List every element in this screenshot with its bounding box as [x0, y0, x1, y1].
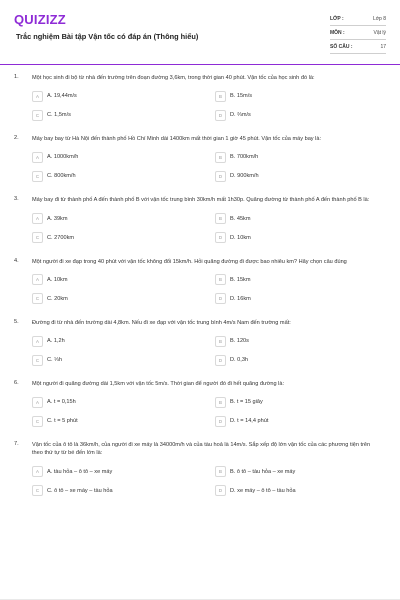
- option-text: C. 1,5m/s: [47, 112, 71, 119]
- option-letter-box[interactable]: A: [32, 466, 43, 477]
- meta-label: SỐ CÂU :: [330, 43, 353, 50]
- answer-option-c[interactable]: [32, 231, 215, 245]
- option-letter-box[interactable]: C: [32, 485, 43, 496]
- answer-option-a[interactable]: [32, 334, 215, 348]
- document-title: Trắc nghiệm Bài tập Vận tốc có đáp án (Thông hiểu): [16, 32, 199, 41]
- option-letter-box[interactable]: B: [215, 152, 226, 163]
- question-number: 3.: [14, 196, 19, 203]
- option-text: B. 15km: [230, 276, 251, 283]
- option-letter-box[interactable]: B: [215, 213, 226, 224]
- option-letter-box[interactable]: B: [215, 397, 226, 408]
- answer-option-b[interactable]: [215, 89, 398, 103]
- meta-label: LỚP :: [330, 15, 344, 22]
- option-text: A. 19,44m/s: [47, 93, 77, 100]
- answer-options: [32, 212, 382, 245]
- option-letter-box[interactable]: D: [215, 232, 226, 243]
- option-text: D. t = 14,4 phút: [230, 418, 269, 425]
- question-number: 5.: [14, 318, 19, 325]
- option-text: C. t = 5 phút: [47, 418, 78, 425]
- option-text: B. 700km/h: [230, 154, 259, 161]
- answer-options: [32, 395, 382, 428]
- question-5: [0, 319, 400, 367]
- answer-option-c[interactable]: [32, 353, 215, 367]
- answer-options: [32, 89, 382, 122]
- question-text: Đường đi từ nhà đến trường dài 4,8km. Nếu đi xe đạp với vận tốc trung bình 4m/s Nam đến trường mất:: [32, 319, 291, 326]
- option-text: B. 15m/s: [230, 93, 253, 100]
- option-text: D. 16km: [230, 295, 251, 302]
- question-3: [0, 196, 400, 244]
- option-text: C. 2700km: [47, 234, 75, 241]
- answer-option-c[interactable]: [32, 108, 215, 122]
- option-text: C. 800km/h: [47, 173, 76, 180]
- option-text: C. 20km: [47, 295, 68, 302]
- meta-row-subject: [330, 26, 386, 40]
- option-letter-box[interactable]: C: [32, 110, 43, 121]
- question-text: Một người đi quãng đường dài 1,5km với vận tốc 5m/s. Thời gian để người đó đi hết quãng đường là:: [32, 381, 285, 388]
- option-text: A. tàu hỏa – ô tô – xe máy: [47, 468, 113, 475]
- answer-options: [32, 465, 382, 498]
- option-letter-box[interactable]: B: [215, 336, 226, 347]
- question-list: [0, 74, 400, 511]
- option-text: A. 1000km/h: [47, 154, 79, 161]
- question-number: 6.: [14, 380, 19, 387]
- answer-option-d[interactable]: [215, 414, 398, 428]
- option-text: A. 10km: [47, 276, 68, 283]
- header-divider: [0, 64, 400, 65]
- option-letter-box[interactable]: C: [32, 416, 43, 427]
- option-letter-box[interactable]: A: [32, 152, 43, 163]
- answer-option-b[interactable]: [215, 150, 398, 164]
- option-text: D. xe máy – ô tô – tàu hỏa: [230, 487, 296, 494]
- question-number: 1.: [14, 74, 19, 80]
- option-text: C. ô tô – xe máy – tàu hỏa: [47, 487, 113, 494]
- option-letter-box[interactable]: B: [215, 466, 226, 477]
- option-letter-box[interactable]: D: [215, 110, 226, 121]
- option-letter-box[interactable]: D: [215, 416, 226, 427]
- answer-option-c[interactable]: [32, 414, 215, 428]
- quizizz-logo: QUIZIZZ: [14, 12, 66, 27]
- option-text: A. 1,2h: [47, 338, 65, 345]
- question-1: [0, 74, 400, 122]
- question-4: [0, 258, 400, 306]
- answer-option-a[interactable]: [32, 395, 215, 409]
- option-letter-box[interactable]: C: [32, 293, 43, 304]
- answer-option-a[interactable]: [32, 273, 215, 287]
- option-letter-box[interactable]: A: [32, 336, 43, 347]
- answer-option-d[interactable]: [215, 484, 398, 498]
- answer-option-a[interactable]: [32, 89, 215, 103]
- option-text: A. 39km: [47, 215, 68, 222]
- option-letter-box[interactable]: D: [215, 171, 226, 182]
- meta-value: Lớp 8: [372, 15, 386, 22]
- option-text: A. t = 0,15h: [47, 399, 76, 406]
- question-text: Máy bay bay từ Hà Nội đến thành phố Hồ Chí Minh dài 1400km mất thời gian 1 giờ 45 phút. Vận tốc của máy bay là:: [32, 136, 322, 143]
- answer-option-a[interactable]: [32, 212, 215, 226]
- option-letter-box[interactable]: B: [215, 91, 226, 102]
- option-text: C. ⅓h: [47, 357, 62, 364]
- answer-option-a[interactable]: [32, 150, 215, 164]
- option-letter-box[interactable]: A: [32, 91, 43, 102]
- question-number: 7.: [14, 441, 19, 448]
- option-text: B. 45km: [230, 215, 251, 222]
- header: [0, 0, 400, 62]
- question-number: 4.: [14, 257, 19, 264]
- option-letter-box[interactable]: A: [32, 213, 43, 224]
- answer-option-c[interactable]: [32, 292, 215, 306]
- meta-info: [330, 12, 386, 54]
- answer-option-b[interactable]: [215, 273, 398, 287]
- answer-options: [32, 273, 382, 306]
- option-text: D. 900km/h: [230, 173, 259, 180]
- option-letter-box[interactable]: C: [32, 232, 43, 243]
- answer-option-d[interactable]: [215, 292, 398, 306]
- question-text: Vận tốc của ô tô là 36km/h, của người đi xe máy là 34000m/h và của tàu hoả là 14m/s. Sắp xếp độ lớn vận tốc của các phương tiện trên theo thứ tự từ bé đến lớn là:: [32, 442, 371, 457]
- answer-option-b[interactable]: [215, 395, 398, 409]
- option-letter-box[interactable]: A: [32, 274, 43, 285]
- option-text: D. ⅔m/s: [230, 112, 251, 119]
- answer-options: [32, 150, 382, 183]
- option-text: B. ô tô – tàu hỏa – xe máy: [230, 468, 296, 475]
- option-letter-box[interactable]: A: [32, 397, 43, 408]
- option-letter-box[interactable]: C: [32, 171, 43, 182]
- answer-option-b[interactable]: [215, 334, 398, 348]
- option-letter-box[interactable]: D: [215, 485, 226, 496]
- answer-option-d[interactable]: [215, 169, 398, 183]
- answer-option-d[interactable]: [215, 108, 398, 122]
- answer-option-d[interactable]: [215, 231, 398, 245]
- option-letter-box[interactable]: D: [215, 355, 226, 366]
- question-text: Một người đi xe đạp trong 40 phút với vận tốc không đổi 15km/h. Hỏi quãng đường đi được bao nhiêu km? Hãy chọn câu đúng: [32, 258, 347, 265]
- question-2: [0, 135, 400, 183]
- option-text: D. 10km: [230, 234, 251, 241]
- option-text: B. 120s: [230, 338, 249, 345]
- option-text: D. 0,3h: [230, 357, 249, 364]
- meta-value: 17: [380, 43, 386, 50]
- answer-option-c[interactable]: [32, 169, 215, 183]
- answer-option-a[interactable]: [32, 465, 215, 479]
- meta-row-count: [330, 40, 386, 54]
- question-7: [0, 441, 400, 497]
- answer-option-c[interactable]: [32, 484, 215, 498]
- meta-row-class: [330, 12, 386, 26]
- answer-option-b[interactable]: [215, 465, 398, 479]
- question-text: Một học sinh đi bộ từ nhà đến trường trên đoạn đường 3,6km, trong thời gian 40 phút. Vận tốc của học sinh đó là:: [32, 75, 315, 81]
- meta-value: Vật lý: [373, 29, 386, 36]
- answer-option-d[interactable]: [215, 353, 398, 367]
- question-6: [0, 380, 400, 428]
- question-text: Máy bay đi từ thành phố A đến thành phố B với vận tốc trung bình 30km/h mất 1h30p. Quãng đường từ thành phố A đến thành phố B là:: [32, 197, 370, 204]
- question-number: 2.: [14, 135, 19, 142]
- meta-label: MÔN :: [330, 29, 345, 36]
- answer-options: [32, 334, 382, 367]
- option-letter-box[interactable]: B: [215, 274, 226, 285]
- answer-option-b[interactable]: [215, 212, 398, 226]
- option-letter-box[interactable]: D: [215, 293, 226, 304]
- option-text: B. t = 15 giây: [230, 399, 263, 406]
- option-letter-box[interactable]: C: [32, 355, 43, 366]
